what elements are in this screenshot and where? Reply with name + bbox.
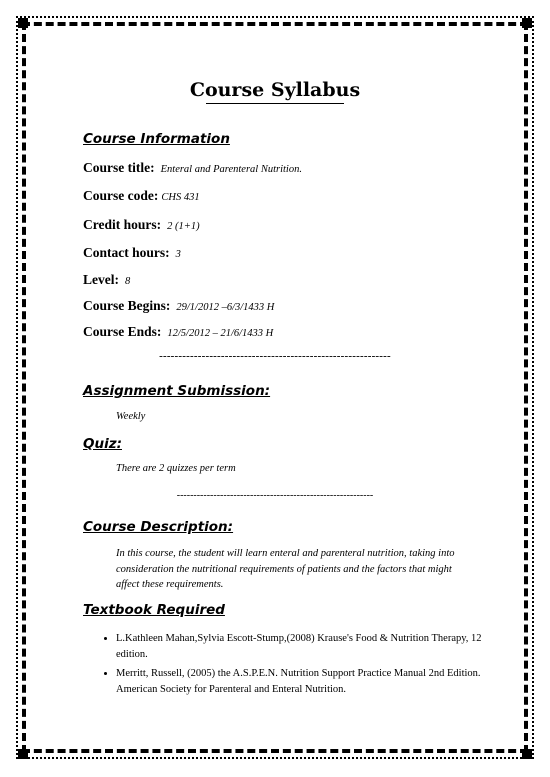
border-corner: [522, 18, 532, 28]
row-value: CHS 431: [161, 192, 200, 203]
row-value: 3: [175, 249, 181, 260]
list-item: • L.Kathleen Mahan,Sylvia Escott-Stump,(2008) Krause's Food & Nutrition Therapy, 12 edition.: [116, 631, 496, 662]
row-value: Enteral and Parenteral Nutrition.: [160, 164, 302, 175]
assignment-text: Weekly: [116, 411, 146, 422]
textbook-list: [100, 631, 496, 701]
document-title: Course Syllabus: [189, 79, 361, 101]
row-label: Level:: [83, 272, 119, 287]
row-value: 8: [125, 276, 131, 287]
contact-hours-row: [83, 245, 181, 261]
row-value: 2 (1+1): [167, 221, 200, 232]
row-label: Course code:: [83, 188, 159, 203]
course-information-heading: Course Information: [83, 131, 230, 147]
row-value: 29/1/2012 –6/3/1433 H: [176, 302, 275, 313]
section-separator: -----------------------------------------------------------: [176, 490, 374, 501]
credit-hours-row: [83, 217, 200, 233]
row-value: 12/5/2012 – 21/6/1433 H: [167, 328, 274, 339]
title-underline: [206, 103, 344, 104]
border-corner: [522, 749, 532, 759]
row-label: Contact hours:: [83, 245, 170, 260]
level-row: [83, 272, 130, 288]
row-label: Course Ends:: [83, 324, 162, 339]
row-label: Course title:: [83, 160, 155, 175]
assignment-heading: Assignment Submission:: [83, 383, 271, 399]
border-corner: [18, 18, 28, 28]
border-corner: [18, 749, 28, 759]
course-ends-row: [83, 324, 273, 340]
course-code-row: [83, 188, 200, 204]
textbook-heading: Textbook Required: [83, 602, 225, 618]
course-title-row: [83, 160, 302, 176]
course-description-heading: Course Description:: [83, 519, 234, 535]
quiz-text: There are 2 quizzes per term: [116, 463, 236, 474]
section-separator: ------------------------------------------------------------: [159, 350, 391, 362]
row-label: Course Begins:: [83, 298, 171, 313]
course-begins-row: [83, 298, 274, 314]
row-label: Credit hours:: [83, 217, 162, 232]
course-description-text: In this course, the student will learn enteral and parenteral nutrition, taking into consideration the nutritional requirements of patients and the factors that might affect these requirements.: [116, 548, 455, 590]
quiz-heading: Quiz:: [83, 436, 122, 452]
list-item: • Merritt, Russell, (2005) the A.S.P.E.N. Nutrition Support Practice Manual 2nd Edition. American Society for Parenteral and Enteral Nutrition.: [116, 666, 496, 697]
